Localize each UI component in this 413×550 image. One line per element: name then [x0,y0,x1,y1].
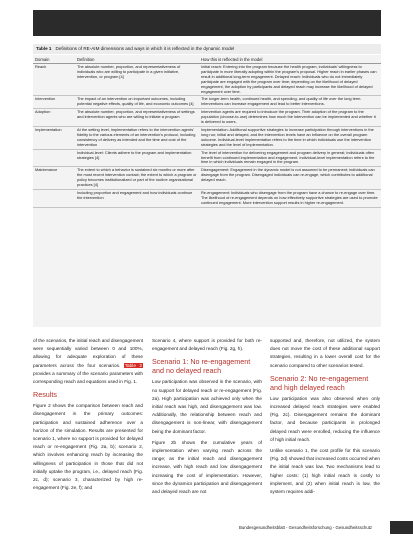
column-2 [152,337,262,496]
table-row [33,64,381,96]
reaim-table [33,55,381,208]
table-cell-definition: The extent to which a behavior is sustained six months or more after the most recent intervention contact; the extent to which a program or policy becomes institutionalized or part of the routine organizational practices [4] [75,167,199,190]
paragraph: supported and, therefore, not utilized, the system does not move the cost of these additional support strategies, resulting in a lower overall cost for the scenario compared to other scenarios tested. [270,338,380,368]
table-cell-domain: Implementation [33,126,75,149]
table-cell-definition: At the setting level, implementation refers to the intervention agents' fidelity to the various elements of an intervention's protocol, including consistency of delivery as intended and the time and cost of the intervention [75,126,199,149]
section-heading-scenario-2: Scenario 2: No re-engagement and high delayed reach [270,373,369,392]
paragraph: Unlike scenario 1, the cost profile for this scenario (Fig. 2d) showed that increased costs occurred when the initial reach was low. Two mechanisms lead to higher costs: (1) high initial reach is costly to implement, and (2) when initial reach is low, the system requires addi- [270,448,380,495]
footer-page-bar [390,521,413,534]
table-cell-model: Implementation: Additional supportive strategies to increase participation through interventions in the long run; initial and delayed, and the intervention levels have an influence on the overall program outcome. Individual-level implementation refers to the time in which individuals use the intervention strategies and the level of implementation. [199,126,381,149]
table-cell-model: Re-engagement: Individuals who disengage from the program have a chance to re-engage over time. The likelihood of re-engagement depends on how effectively supportive strategies are used to promote continued engagement. More intervention support results in higher re-engagement. [199,189,381,207]
paragraph: Low participation was also observed when only increased delayed reach strategies were enabled (Fig. 2c). Disengagement remains the dominant factor, and because participants in prolonged delayed reach were enrolled, reducing the influence of high initial reach. [270,395,380,442]
header-definition: Definition [75,55,199,64]
table-body [33,64,381,208]
header-model: How this is reflected in the model [199,55,381,64]
table-cell-domain [33,149,75,167]
table-caption [33,44,381,54]
paragraph [33,337,143,386]
table-cell-domain: Reach [33,64,75,96]
table-header-row [33,55,381,64]
table-row [33,149,381,167]
header-domain: Domain [33,55,75,64]
table-container [33,55,381,327]
paragraph: Figure 2b shows the cumulative years of implementation when varying reach across the range; as the initial reach and disengagement increase, with high reach and low disengagement increasing the cost of implementation. However, since the dynamics participation and disengagement and delayed reach are not [152,439,262,495]
table-title: Definitions of RE-AIM dimensions and ways in which it is reflected in the dynamic model [55,46,235,51]
table-cell-model: Intervention agents are required to introduce the program. Their adoption of the program to the population (choose-to-use) determines how much the intervention can be implemented and whether it is delivered to users. [199,109,381,127]
journal-header-bar [33,10,381,36]
page-footer: Bundesgesundheitsblatt - Gesundheitsforschung - Gesundheitsschutz [239,525,373,530]
text: of the scenarios, the initial reach and disengagement were sequentially varied between 0 and 100%, allowing for adequate exploration of these parameters across the four scenarios. [33,338,143,368]
column-1 [33,337,143,492]
section-heading-results: Results [33,390,57,400]
table-cell-model: The level of intervention for delivering engagement and program delivery in general; individuals often benefit from continued implementation and engagement. Individual-level implementation refers to the time in which individuals remain engaged in the program. [199,149,381,167]
table-row [33,126,381,149]
table-cell-domain: Intervention [33,96,75,109]
table-cell-definition: The absolute number, proportion, and representativeness of individuals who are willing to participate in a given initiative, intervention, or program [4] [75,64,199,96]
table-row [33,189,381,207]
table-row [33,109,381,127]
paragraph: Low participation was observed in the scenario, with no support for delayed reach or re-engagement (Fig. 2a). High participation was achieved only when the initial reach was high, and disengagement was low. Additionally, the relationship between reach and disengagement is non-linear, with disengagement being the dominant factor. [152,379,262,434]
table-cell-definition: The absolute number, proportion, and representativeness of settings and intervention agents who are willing to initiate a program [75,109,199,127]
table-cell-definition: Individual-level: Clients adhere to the program and implementation strategies [4] [75,149,199,167]
table-cell-domain [33,189,75,207]
text: provides a summary of the scenario parameters with corresponding reach and equations used in Fig. 1. [33,370,143,385]
table-cell-domain: Maintenance [33,167,75,190]
column-3 [270,337,380,496]
table-cell-model: The longer-term health, continued health, and spending, and quality of life over the long term. Interventions can increase engagement and lead to better interventions. [199,96,381,109]
table-label: Table 1 [36,46,52,51]
paragraph: Figure 2 shows the comparison between reach and disengagement in the primary outcomes: participation and sustained adherence over a horizon of the simulation. Results are presented for scenario 1, where no support is provided for delayed reach or re-engagement (Fig. 2a, b); scenario 2, which involves enhancing reach by increasing the willingness of participation in those that did not initially uptake the program, i.e., delayed reach (Fig. 2c, d); scenario 3, characterized by high re-engagement (Fig. 2e, f); and [33,403,143,491]
table-cell-definition: Including proportion and engagement and how individuals continue the intervention [75,189,199,207]
table-reference-link[interactable]: Table 2 [124,362,142,368]
table-row [33,96,381,109]
table-cell-model: Initial reach: Entering into the program because the health program, individuals' willingness to participate in more liberally adopting within the program's proposal. Higher reach in earlier phases can result in additional long-term engagement. Delayed reach: Individuals who do not immediately participate are engaged with the program over time; depending on the likelihood of delayed engagement, the adoption by participants and delayed reach may increase the likelihood of delayed engagement over time. [199,64,381,96]
section-heading-scenario-1: Scenario 1: No re-engagement and no delayed reach [152,357,251,376]
table-cell-domain: Adoption [33,109,75,127]
table-row [33,167,381,190]
table-cell-definition: The impact of an intervention on important outcomes, including potential negative effects, quality of life, and economic outcomes [4] [75,96,199,109]
paragraph: Scenario 4, where support is provided for both re-engagement and delayed reach (Fig. 2g, h). [152,338,262,352]
table-cell-model: Disengagement: Engagement in the dynamic model is not assumed to be permanent; individuals can disengage from the program. Disengaged individuals can re-engage, which contributes to additional delayed reach. [199,167,381,190]
